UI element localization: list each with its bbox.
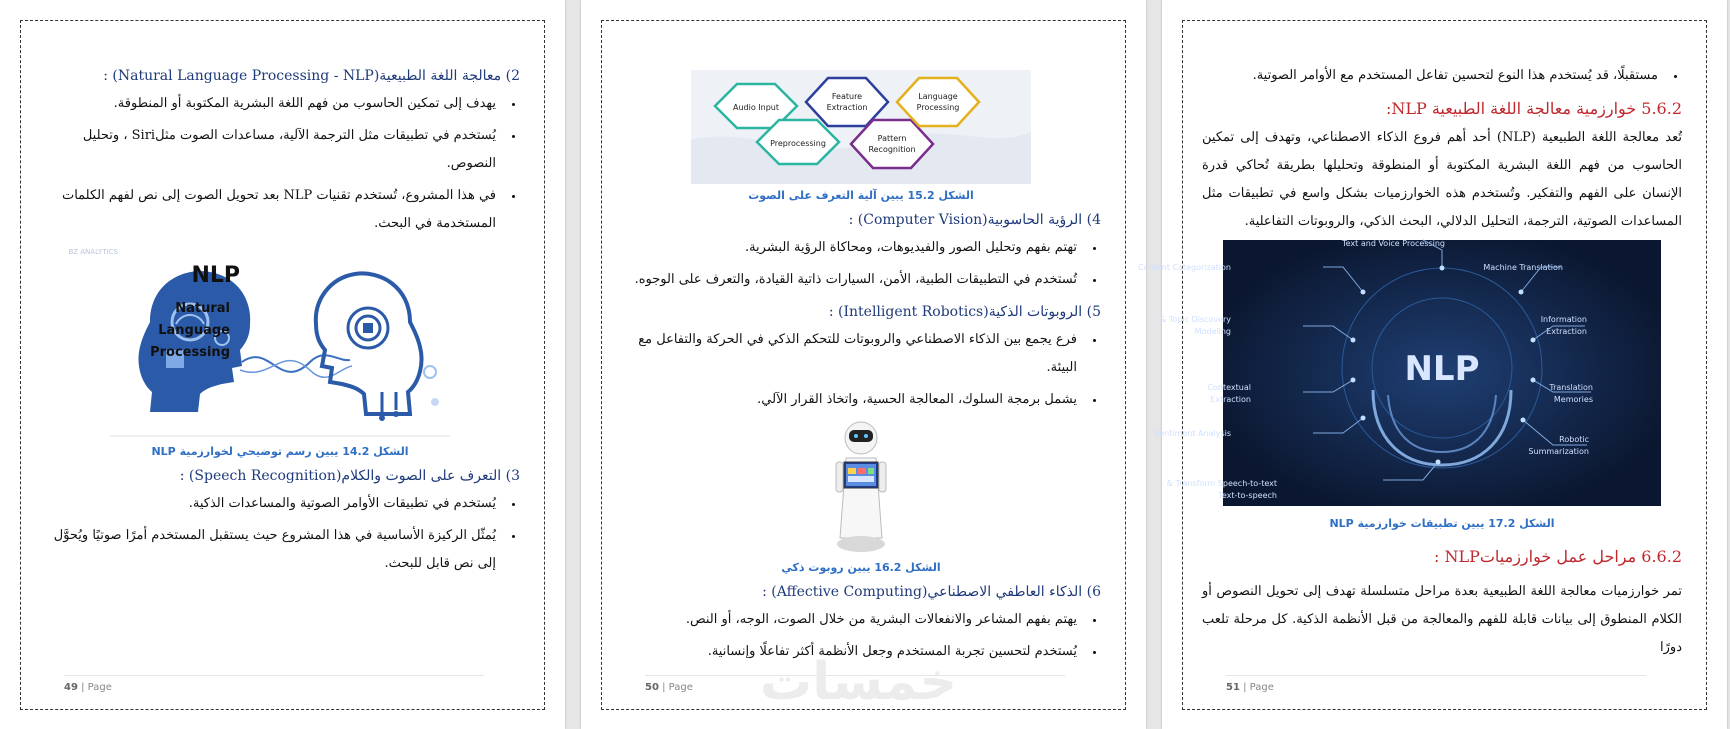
list-item: • يُمثّل الركيزة الأساسية في هذا المشروع حيث يستقبل المستخدم أمرًا صوتيًا ويُحوَّل إلى نص قابل للبحث. [40,522,502,578]
list-item: • مستقبلًا، قد يُستخدم هذا النوع لتحسين تفاعل المستخدم مع الأوامر الصوتية. [1202,62,1664,90]
page-number: 50 [645,682,659,693]
bullet-list [621,606,1101,666]
app-label: Topic Discovery & [1160,315,1231,324]
list-item: • يهتم بفهم المشاعر والانفعالات البشرية من خلال الصوت، الوجه، أو النص. [621,606,1083,634]
document-page-49 [0,0,565,729]
app-label: Modeling [1194,327,1231,336]
svg-text:Feature: Feature [831,92,863,101]
app-label: Extraction [1210,395,1251,404]
app-label: Information [1540,315,1587,324]
app-label: Transform Speech-to-text & [1166,479,1277,488]
svg-text:Pattern: Pattern [877,134,907,143]
list-item: • تهتم بفهم وتحليل الصور والفيديوهات، ومحاكاة الرؤية البشرية. [621,234,1083,262]
document-page-50 [581,0,1146,729]
app-label: Memories [1553,395,1593,404]
figure-caption-14: الشكل 14.2 يبين رسم توضيحي لخوارزمية NLP [151,445,409,458]
list-item: • يشمل برمجة السلوك، المعالجة الحسية، واتخاذ القرار الآلي. [621,386,1083,414]
nlp-word-processing: Processing [150,345,230,360]
page-number: 49 [64,682,78,693]
app-label: Translation [1549,383,1593,392]
svg-text:Recognition: Recognition [868,145,916,154]
svg-text:Preprocessing: Preprocessing [770,139,826,148]
watermark: خمسات [760,652,958,712]
svg-text:Language: Language [918,92,958,101]
page-number: 51 [1226,682,1240,693]
list-item: • يُستخدم في تطبيقات الأوامر الصوتية والمساعدات الذكية. [40,490,502,518]
app-label: Sentiment Analysis [1154,429,1231,438]
section-heading-vision: 4) الرؤية الحاسوبية(Computer Vision) : [848,212,1101,228]
paragraph: تُعد معالجة اللغة الطبيعية (NLP) أحد أهم فروع الذكاء الاصطناعي، وتهدف إلى تمكين الحاسوب من فهم اللغة البشرية المكتوبة أو المنطوقة وتحليلها بطريقة تُحاكي قدرة الإنسان على الفهم والتفكير. وتُستخدم هذه الخوارزميات بشكل واسع في تطبيقات مثل المساعدات الصوتية، الترجمة، التحليل الدلالي، البحث الذكي، والروبوتات التفاعلية. [1202,130,1682,229]
figure-caption-15: الشكل 15.2 يبين آلية التعرف على الصوت [748,189,974,202]
nlp-applications-figure [1138,239,1661,506]
svg-text:Extraction: Extraction [826,103,868,112]
applications-center-label: NLP [1404,349,1480,389]
brand-badge: BZ ANALYTICS [68,248,118,256]
app-label: Contextual [1207,383,1251,392]
section-heading-562: 5.6.2 خوارزمية معالجة اللغة الطبيعية NLP: [1385,99,1682,118]
app-label: Content Categorization [1138,263,1231,272]
section-heading-662: 6.6.2 مراحل عمل خوارزمياتNLP : [1433,547,1682,566]
nlp-title: NLP [191,263,240,288]
list-item: • يُستخدم في تطبيقات مثل الترجمة الآلية، مساعدات الصوت مثلSiri ، وتحليل النصوص. [40,122,502,178]
app-label: Text-to-speech [1218,491,1277,500]
nlp-word-language: Language [158,323,230,338]
bullet-list [40,90,520,238]
page-content [40,62,520,582]
page-content [621,70,1101,670]
bullet-list [621,326,1101,414]
svg-text:Processing: Processing [916,103,960,112]
section-heading-nlp: 2) معالجة اللغة الطبيعية(Natural Language Processing - NLP) : [103,68,520,84]
page-footer: 51 | Page [1226,675,1646,693]
paragraph: تمر خوارزميات معالجة اللغة الطبيعية بعدة مراحل متسلسلة تهدف إلى تحويل النصوص أو الكلام المنطوق إلى بيانات قابلة للفهم والمعالجة من قبل الأنظمة الذكية. كل مرحلة تلعب دورًا [1202,584,1682,655]
svg-text:Audio Input: Audio Input [733,103,779,112]
section-heading-robotics: 5) الروبوتات الذكية(Intelligent Robotics) : [828,304,1101,320]
document-page-51 [1138,0,1727,729]
nlp-word-natural: Natural [175,301,230,316]
list-item: • تُستخدم في التطبيقات الطبية، الأمن، السيارات ذاتية القيادة، والتعرف على الوجوه. [621,266,1083,294]
figure-caption-16: الشكل 16.2 يبين روبوت ذكي [781,561,941,574]
bullet-list [1202,62,1682,90]
page-footer: 49 | Page [64,675,484,693]
list-item: • فرع يجمع بين الذكاء الاصطناعي والروبوتات للتحكم الذكي في الحركة والتفاعل مع البيئة. [621,326,1083,382]
page-content [1138,62,1682,662]
page-word: Page [87,682,112,693]
figure-caption-17: الشكل 17.2 يبين تطبيقات خوارزمية NLP [1329,517,1555,530]
list-item: • يُستخدم لتحسين تجربة المستخدم وجعل الأنظمة أكثر تفاعلًا وإنسانية. [621,638,1083,666]
page-word: Page [1249,682,1274,693]
app-label: Extraction [1546,327,1587,336]
speech-recognition-flow [691,70,1031,184]
list-item: • في هذا المشروع، تُستخدم تقنيات NLP بعد تحويل الصوت إلى نص لفهم الكلمات المستخدمة في البحث. [40,182,502,238]
app-label: Machine Translation [1483,263,1563,272]
bullet-list [40,490,520,578]
page-word: Page [668,682,693,693]
bullet-list [621,234,1101,294]
app-label: Robotic [1559,435,1589,444]
nlp-illustration [68,242,450,438]
app-label: Text and Voice Processing [1342,239,1445,248]
section-heading-affective: 6) الذكاء العاطفي الاصطناعي(Affective Computing) : [762,584,1101,600]
robot-image [826,418,896,558]
section-heading-speech: 3) التعرف على الصوت والكلام(Speech Recognition) : [179,468,520,484]
app-label: Summarization [1528,447,1589,456]
page-footer: 50 | Page [645,675,1065,693]
list-item: • يهدف إلى تمكين الحاسوب من فهم اللغة البشرية المكتوبة أو المنطوقة. [40,90,502,118]
